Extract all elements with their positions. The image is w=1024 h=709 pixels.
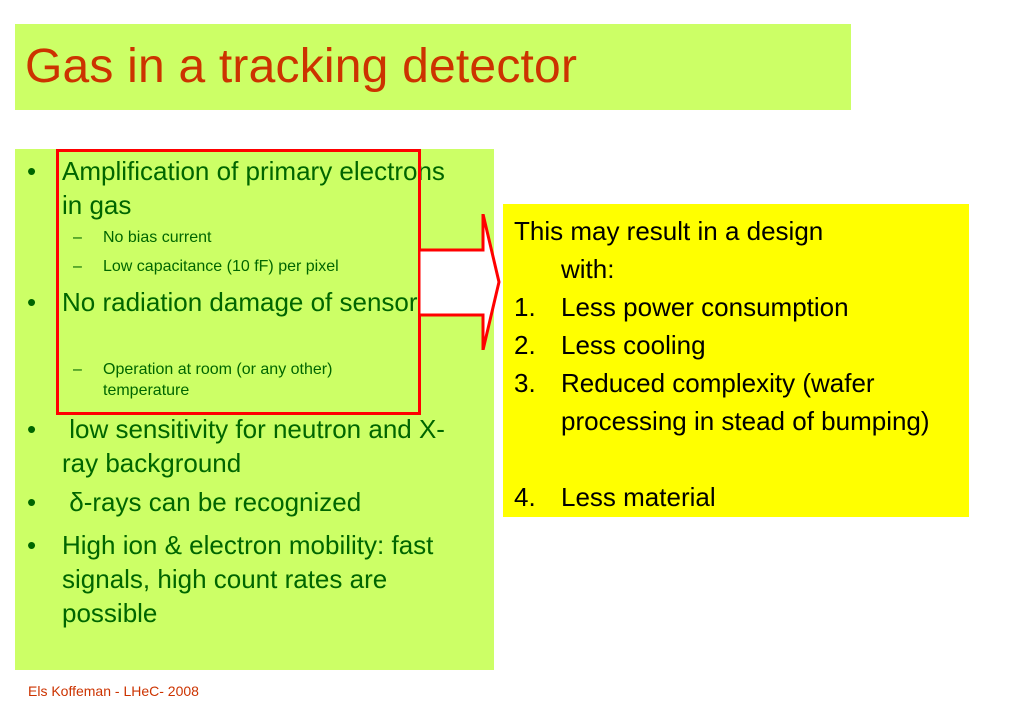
bullet-text: δ-rays can be recognized <box>62 487 362 517</box>
intro-line-1: This may result in a design <box>514 216 824 246</box>
bullet-marker: • <box>27 530 37 560</box>
item-number: 3. <box>514 368 536 398</box>
arrow-right-icon <box>419 214 501 350</box>
right-intro <box>514 212 944 288</box>
bullet-text: No radiation damage of sensor <box>62 287 418 317</box>
bullet-text: Amplification of primary electrons in gas <box>62 156 445 220</box>
item-number: 1. <box>514 292 536 322</box>
sub-bullet-marker: – <box>73 361 82 378</box>
item-text: Less material <box>561 482 716 512</box>
bullet-text: High ion & electron mobility: fast signals, high count rates are possible <box>62 530 434 628</box>
sub-bullet-marker: – <box>73 258 82 275</box>
sub-bullet-text: Low capacitance (10 fF) per pixel <box>103 258 339 275</box>
bullet-marker: • <box>27 156 37 186</box>
item-text: Less cooling <box>561 330 706 360</box>
item-text: Reduced complexity (wafer processing in stead of bumping) <box>561 368 930 436</box>
title-box <box>15 24 851 110</box>
item-number: 2. <box>514 330 536 360</box>
bullet-marker: • <box>27 414 37 444</box>
intro-line-2: with: <box>561 254 615 284</box>
bullet-marker: • <box>27 287 37 317</box>
bullet-text: low sensitivity for neutron and X-ray background <box>62 414 445 478</box>
item-number: 4. <box>514 482 536 512</box>
sub-bullet-text: Operation at room (or any other) temperature <box>103 361 333 399</box>
highlight-rectangle <box>56 149 421 415</box>
slide-footer: Els Koffeman - LHeC- 2008 <box>28 683 199 699</box>
sub-bullet-text: No bias current <box>103 229 212 246</box>
right-content-box <box>503 204 969 517</box>
item-text: Less power consumption <box>561 292 849 322</box>
sub-bullet-marker: – <box>73 229 82 246</box>
bullet-marker: • <box>27 487 37 517</box>
slide-title: Gas in a tracking detector <box>25 40 578 93</box>
